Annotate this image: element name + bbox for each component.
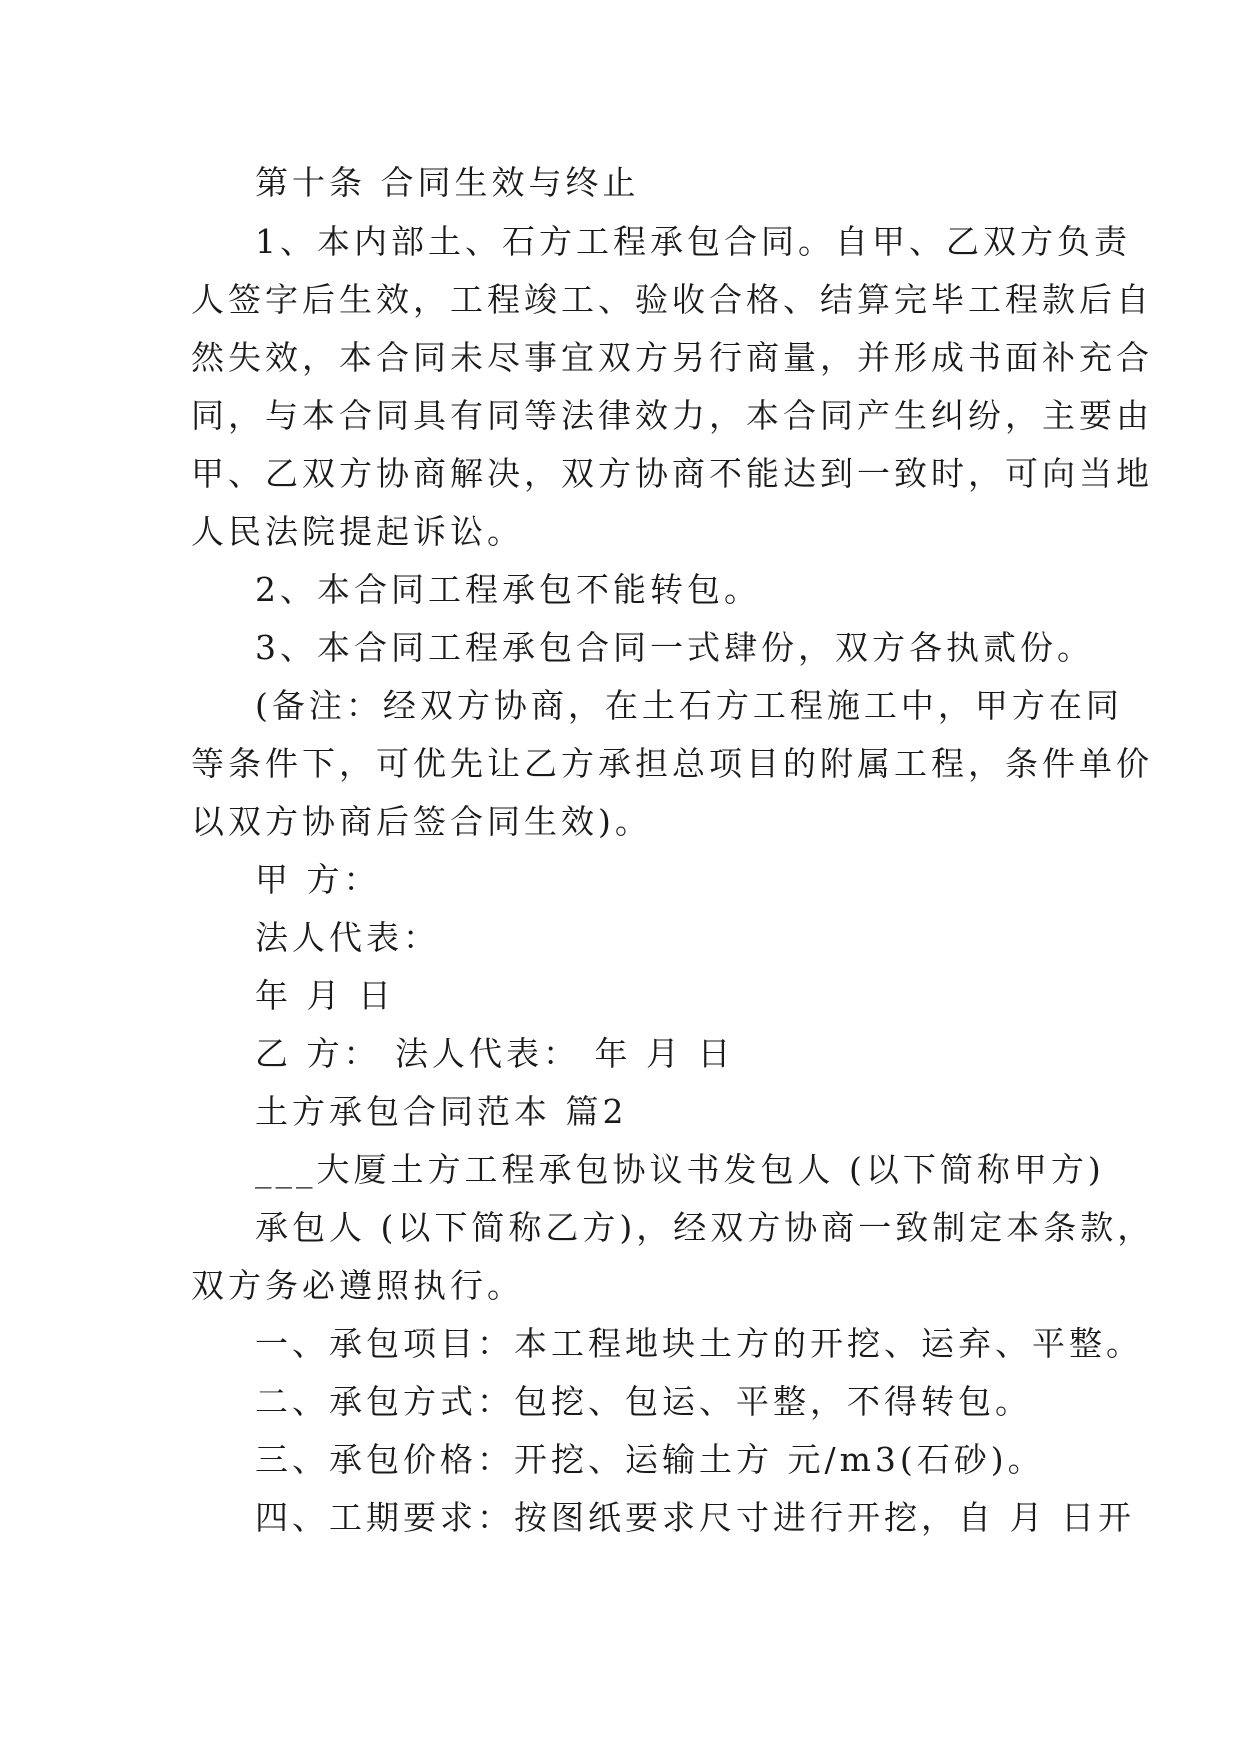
paragraph-line: 人签字后生效，工程竣工、验收合格、结算完毕工程款后自 [191,280,1153,319]
paragraph-line: 人民法院提起诉讼。 [191,512,524,551]
signature-line: 法人代表： [255,918,440,957]
paragraph-line: 同，与本合同具有同等法律效力，本合同产生纠纷，主要由 [191,396,1153,435]
paragraph-line: 三、承包价格：开挖、运输土方 元/m3(石砂)。 [255,1440,1045,1479]
paragraph-line: 3、本合同工程承包合同一式肆份，双方各执贰份。 [255,628,1094,667]
paragraph-line: 等条件下，可优先让乙方承担总项目的附属工程，条件单价 [191,744,1153,783]
paragraph-line: 2、本合同工程承包不能转包。 [255,570,761,609]
paragraph-line: 以双方协商后签合同生效)。 [191,802,652,841]
paragraph-line: 甲、乙双方协商解决，双方协商不能达到一致时，可向当地 [191,454,1153,493]
paragraph-line: 一、承包项目：本工程地块土方的开挖、运弃、平整。 [255,1324,1143,1363]
signature-line: 年 月 日 [255,976,395,1015]
paragraph-line: 四、工期要求：按图纸要求尺寸进行开挖，自 月 日开 [255,1498,1135,1537]
paragraph-line: 承包人 (以下简称乙方)，经双方协商一致制定本条款， [255,1208,1155,1247]
article-heading: 第十条 合同生效与终止 [255,163,640,202]
paragraph-line: 双方务必遵照执行。 [191,1266,524,1305]
signature-line: 甲 方： [255,860,381,899]
paragraph-line: 然失效，本合同未尽事宜双方另行商量，并形成书面补充合 [191,338,1153,377]
paragraph-line: 二、承包方式：包挖、包运、平整，不得转包。 [255,1382,1032,1421]
signature-line: 乙 方： 法人代表： 年 月 日 [255,1034,735,1073]
paragraph-line: ___大厦土方工程承包协议书发包人 (以下简称甲方) [255,1150,1105,1189]
paragraph-line: (备注：经双方协商，在土石方工程施工中，甲方在同 [255,686,1123,725]
section-heading: 土方承包合同范本 篇2 [255,1092,628,1131]
paragraph-line: 1、本内部土、石方工程承包合同。自甲、乙双方负责 [255,222,1131,261]
